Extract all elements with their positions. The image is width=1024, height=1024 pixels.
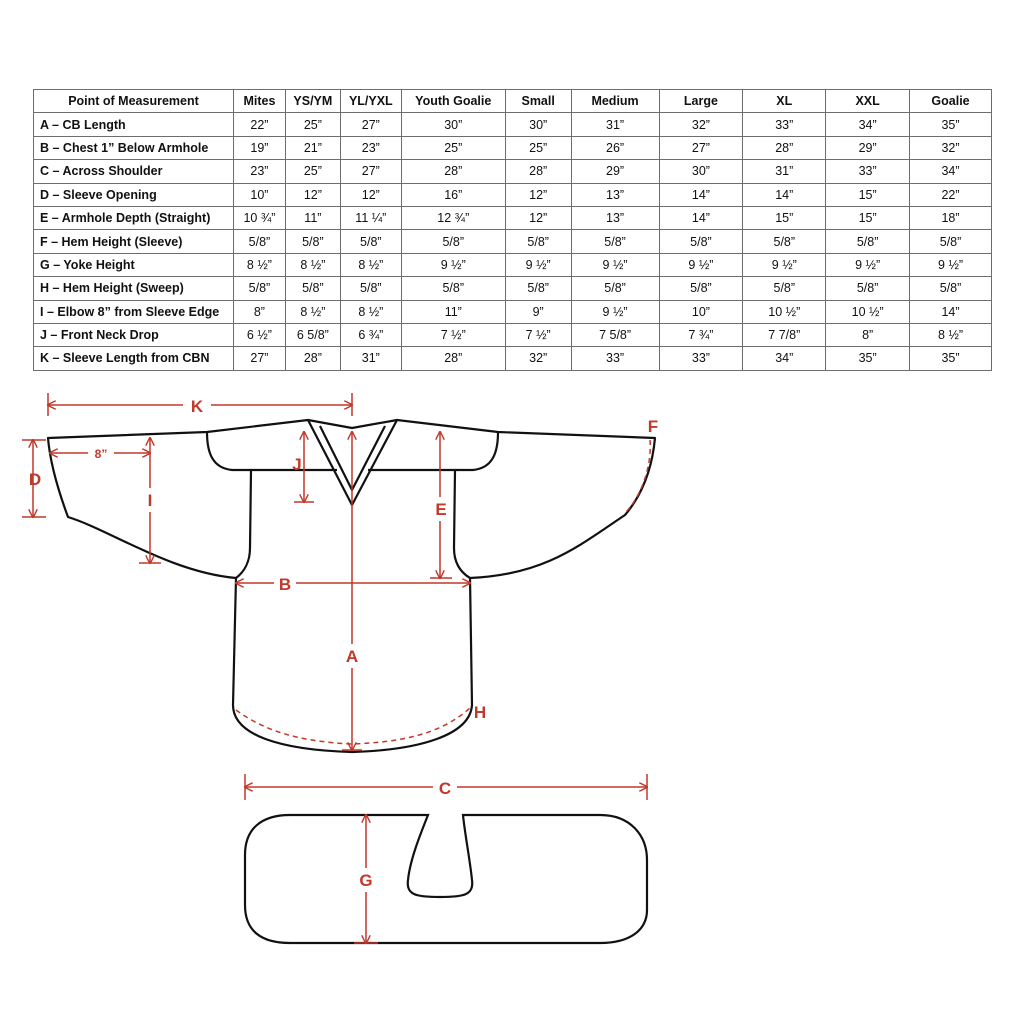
measurement-value-cell: 5/8” xyxy=(233,277,285,300)
measurement-value-cell: 27” xyxy=(233,347,285,370)
label-c: C xyxy=(438,779,452,798)
measurement-value-cell: 5/8” xyxy=(401,277,505,300)
measurement-value-cell: 5/8” xyxy=(340,230,401,253)
measurement-value-cell: 32” xyxy=(505,347,571,370)
measurement-value-cell: 5/8” xyxy=(910,230,992,253)
measurement-value-cell: 13” xyxy=(571,183,659,206)
measurement-value-cell: 21” xyxy=(285,136,340,159)
measurement-value-cell: 5/8” xyxy=(910,277,992,300)
measurement-value-cell: 28” xyxy=(401,347,505,370)
measurement-value-cell: 5/8” xyxy=(505,230,571,253)
measurement-value-cell: 23” xyxy=(233,160,285,183)
measurement-value-cell: 22” xyxy=(910,183,992,206)
column-header-size: Mites xyxy=(233,90,285,113)
measurement-value-cell: 33” xyxy=(743,113,826,136)
measurement-value-cell: 11” xyxy=(401,300,505,323)
measurement-value-cell: 33” xyxy=(826,160,910,183)
measurement-value-cell: 8” xyxy=(233,300,285,323)
measurement-value-cell: 27” xyxy=(659,136,743,159)
measurement-value-cell: 16” xyxy=(401,183,505,206)
measurement-value-cell: 14” xyxy=(659,206,743,229)
label-e: E xyxy=(435,500,447,519)
measurement-value-cell: 5/8” xyxy=(743,230,826,253)
measurement-value-cell: 15” xyxy=(826,206,910,229)
measurement-value-cell: 33” xyxy=(659,347,743,370)
measurement-value-cell: 5/8” xyxy=(285,277,340,300)
measurement-value-cell: 34” xyxy=(910,160,992,183)
measurement-value-cell: 9 ½” xyxy=(826,253,910,276)
left-side-seam xyxy=(236,470,251,578)
measurement-value-cell: 9 ½” xyxy=(743,253,826,276)
measurement-value-cell: 28” xyxy=(505,160,571,183)
label-eight-inch: 8” xyxy=(94,447,108,461)
measurement-value-cell: 8 ½” xyxy=(285,300,340,323)
measurement-value-cell: 25” xyxy=(285,160,340,183)
column-header-size: Youth Goalie xyxy=(401,90,505,113)
measurement-value-cell: 28” xyxy=(743,136,826,159)
measurement-value-cell: 6 ¾” xyxy=(340,323,401,346)
column-header-size: XXL xyxy=(826,90,910,113)
measurement-value-cell: 8” xyxy=(826,323,910,346)
measurement-value-cell: 31” xyxy=(571,113,659,136)
measurement-value-cell: 11” xyxy=(285,206,340,229)
measurement-value-cell: 12” xyxy=(505,183,571,206)
column-header-size: Large xyxy=(659,90,743,113)
measurement-value-cell: 18” xyxy=(910,206,992,229)
measurement-value-cell: 30” xyxy=(659,160,743,183)
measurement-value-cell: 7 ½” xyxy=(401,323,505,346)
measurement-value-cell: 9 ½” xyxy=(505,253,571,276)
measurement-point-cell: D – Sleeve Opening xyxy=(34,183,234,206)
column-header-size: YL/YXL xyxy=(340,90,401,113)
measurement-value-cell: 7 ¾” xyxy=(659,323,743,346)
measurement-value-cell: 34” xyxy=(743,347,826,370)
yoke-outline xyxy=(245,815,647,943)
measurement-value-cell: 14” xyxy=(659,183,743,206)
measurement-value-cell: 15” xyxy=(743,206,826,229)
measurement-value-cell: 7 5/8” xyxy=(571,323,659,346)
measurement-value-cell: 12” xyxy=(285,183,340,206)
measurement-value-cell: 32” xyxy=(910,136,992,159)
measurement-value-cell: 5/8” xyxy=(571,277,659,300)
measurement-value-cell: 8 ½” xyxy=(910,323,992,346)
column-header-point-of-measurement: Point of Measurement xyxy=(34,90,234,113)
measurement-value-cell: 19” xyxy=(233,136,285,159)
measurement-value-cell: 5/8” xyxy=(285,230,340,253)
measurement-value-cell: 12” xyxy=(340,183,401,206)
measurement-value-cell: 7 ½” xyxy=(505,323,571,346)
measurement-value-cell: 25” xyxy=(505,136,571,159)
measurement-value-cell: 5/8” xyxy=(340,277,401,300)
measurement-value-cell: 10” xyxy=(659,300,743,323)
measurement-value-cell: 31” xyxy=(340,347,401,370)
measurement-value-cell: 22” xyxy=(233,113,285,136)
measurement-value-cell: 5/8” xyxy=(659,277,743,300)
measurement-value-cell: 32” xyxy=(659,113,743,136)
measurement-point-cell: F – Hem Height (Sleeve) xyxy=(34,230,234,253)
column-header-size: Small xyxy=(505,90,571,113)
measurement-value-cell: 5/8” xyxy=(571,230,659,253)
measurement-value-cell: 5/8” xyxy=(233,230,285,253)
measurement-value-cell: 5/8” xyxy=(659,230,743,253)
measurement-point-cell: K – Sleeve Length from CBN xyxy=(34,347,234,370)
measurement-value-cell: 30” xyxy=(505,113,571,136)
measurement-point-cell: I – Elbow 8” from Sleeve Edge xyxy=(34,300,234,323)
measurement-point-cell: A – CB Length xyxy=(34,113,234,136)
measurement-value-cell: 12” xyxy=(505,206,571,229)
measurement-value-cell: 34” xyxy=(826,113,910,136)
measurement-value-cell: 6 5/8” xyxy=(285,323,340,346)
measurement-point-cell: H – Hem Height (Sweep) xyxy=(34,277,234,300)
measurement-value-cell: 29” xyxy=(571,160,659,183)
measurement-value-cell: 9 ½” xyxy=(910,253,992,276)
measurement-value-cell: 10 ½” xyxy=(743,300,826,323)
measurement-value-cell: 10” xyxy=(233,183,285,206)
measurement-value-cell: 28” xyxy=(401,160,505,183)
measurement-value-cell: 12 ¾” xyxy=(401,206,505,229)
label-d: D xyxy=(28,470,42,489)
measurement-value-cell: 26” xyxy=(571,136,659,159)
measurement-value-cell: 31” xyxy=(743,160,826,183)
measurement-value-cell: 15” xyxy=(826,183,910,206)
measurement-value-cell: 5/8” xyxy=(505,277,571,300)
measurement-point-cell: G – Yoke Height xyxy=(34,253,234,276)
measurement-value-cell: 10 ¾” xyxy=(233,206,285,229)
measurement-value-cell: 14” xyxy=(910,300,992,323)
measurement-value-cell: 8 ½” xyxy=(233,253,285,276)
measurement-value-cell: 27” xyxy=(340,160,401,183)
measurement-value-cell: 14” xyxy=(743,183,826,206)
measurement-value-cell: 29” xyxy=(826,136,910,159)
measurement-value-cell: 23” xyxy=(340,136,401,159)
measurement-value-cell: 27” xyxy=(340,113,401,136)
column-header-size: YS/YM xyxy=(285,90,340,113)
measurement-value-cell: 28” xyxy=(285,347,340,370)
measurement-value-cell: 9 ½” xyxy=(659,253,743,276)
measurement-value-cell: 8 ½” xyxy=(285,253,340,276)
label-g: G xyxy=(359,871,373,890)
measurement-value-cell: 33” xyxy=(571,347,659,370)
measurement-value-cell: 8 ½” xyxy=(340,253,401,276)
label-a: A xyxy=(345,647,359,666)
measurement-value-cell: 6 ½” xyxy=(233,323,285,346)
label-k: K xyxy=(190,397,204,416)
column-header-size: XL xyxy=(743,90,826,113)
measurement-value-cell: 9 ½” xyxy=(571,300,659,323)
column-header-size: Medium xyxy=(571,90,659,113)
measurement-point-cell: E – Armhole Depth (Straight) xyxy=(34,206,234,229)
measurement-value-cell: 35” xyxy=(910,347,992,370)
measurement-value-cell: 13” xyxy=(571,206,659,229)
measurement-value-cell: 5/8” xyxy=(826,230,910,253)
measurement-value-cell: 25” xyxy=(401,136,505,159)
measurement-labels xyxy=(29,394,658,892)
right-side-seam xyxy=(454,470,470,578)
label-j: J xyxy=(292,455,302,474)
measurement-value-cell: 10 ½” xyxy=(826,300,910,323)
measurement-value-cell: 5/8” xyxy=(743,277,826,300)
measurement-value-cell: 35” xyxy=(826,347,910,370)
measurement-value-cell: 5/8” xyxy=(401,230,505,253)
measurement-value-cell: 35” xyxy=(910,113,992,136)
measurement-point-cell: C – Across Shoulder xyxy=(34,160,234,183)
label-h: H xyxy=(473,703,487,722)
measurement-value-cell: 8 ½” xyxy=(340,300,401,323)
measurement-value-cell: 7 7/8” xyxy=(743,323,826,346)
measurement-value-cell: 9 ½” xyxy=(401,253,505,276)
measurement-value-cell: 25” xyxy=(285,113,340,136)
column-header-size: Goalie xyxy=(910,90,992,113)
measurement-value-cell: 5/8” xyxy=(826,277,910,300)
measurement-value-cell: 9” xyxy=(505,300,571,323)
measurement-value-cell: 30” xyxy=(401,113,505,136)
measurement-value-cell: 9 ½” xyxy=(571,253,659,276)
measurement-point-cell: B – Chest 1” Below Armhole xyxy=(34,136,234,159)
label-b: B xyxy=(278,575,292,594)
measurement-value-cell: 11 ¼” xyxy=(340,206,401,229)
measurement-point-cell: J – Front Neck Drop xyxy=(34,323,234,346)
label-i: I xyxy=(147,491,153,510)
label-f: F xyxy=(647,417,659,436)
